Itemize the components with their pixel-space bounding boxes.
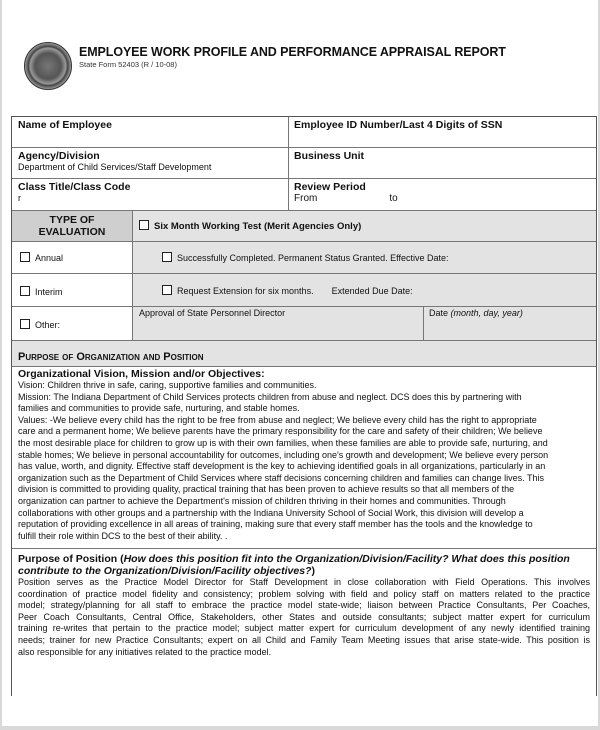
- organizational-vision-field[interactable]: [12, 367, 596, 549]
- text-line: organization such as the Department of Child Services where staff decisions concerning children and families can change lives. This: [18, 472, 544, 483]
- business-unit-label: Business Unit: [294, 150, 365, 162]
- class-title-value: r: [18, 193, 21, 203]
- class-title-label: Class Title/Class Code: [18, 181, 131, 193]
- state-seal-logo: [24, 42, 72, 90]
- interim-label: Interim: [35, 287, 63, 297]
- text-line: fulfill their role within DCS to the best of their ability. .: [18, 530, 228, 541]
- text-line: has value, worth, and dignity. Effective staff development is the key to achieving identified goals in all organizations, particularly in an: [18, 461, 546, 472]
- agency-label: Agency/Division: [18, 150, 100, 162]
- review-to-label: to: [389, 193, 398, 204]
- type-of-evaluation-header: [12, 211, 133, 242]
- annual-checkbox[interactable]: [20, 252, 30, 262]
- position-heading-end: ): [311, 565, 315, 577]
- date-hint: (month, day, year): [450, 308, 523, 318]
- evaluation-label: EVALUATION: [38, 226, 106, 238]
- purpose-section-header: [12, 341, 596, 367]
- six-month-working-test-option[interactable]: [133, 211, 596, 242]
- text-line: also responsible for any initiatives related to the practice model.: [18, 646, 272, 657]
- employee-id-label: Employee ID Number/Last 4 Digits of SSN: [294, 119, 503, 131]
- text-line: reputation of providing excellence in all areas of training, making sure that every staff member has the tools and the knowledge to: [18, 519, 533, 530]
- employee-id-field[interactable]: [289, 117, 596, 148]
- text-line: model; strategy/planning for all staff to embrace the practice model state-wide; liaison between Practice Consultants, Per Coaches,: [18, 600, 590, 611]
- text-line: Mission: The Indiana Department of Child Services protects children from abuse and neglect. DCS does this by partnering with: [18, 391, 522, 402]
- completed-label: Successfully Completed. Permanent Status Granted. Effective Date:: [177, 253, 449, 263]
- form-number: State Form 52403 (R / 10-08): [79, 60, 177, 69]
- agency-division-field[interactable]: [12, 148, 289, 179]
- text-line: collaborations with other groups and a partnership with the Indiana University School of Social Work, this division will develop a: [18, 507, 524, 518]
- review-from-label: From: [294, 193, 318, 204]
- name-of-employee-field[interactable]: [12, 117, 289, 148]
- extension-checkbox[interactable]: [162, 285, 172, 295]
- annual-label: Annual: [35, 253, 64, 263]
- business-unit-field[interactable]: [289, 148, 596, 179]
- agency-value: Department of Child Services/Staff Development: [18, 162, 212, 172]
- text-line: needs; trainer for new Practice Consultants; expert on all Child and Family Team Meeting issues that arise state-wide. This position is: [18, 634, 590, 645]
- employee-info-table: [11, 116, 597, 696]
- review-period-label: Review Period: [294, 181, 366, 193]
- other-checkbox[interactable]: [20, 319, 30, 329]
- approval-label: Approval of State Personnel Director: [139, 308, 286, 318]
- completed-checkbox[interactable]: [162, 252, 172, 262]
- review-period-field[interactable]: [289, 179, 596, 211]
- text-line: Position serves as the Practice Model Director for Staff Development in close collaboration with Field Operations. This involves: [18, 577, 590, 587]
- successfully-completed-option[interactable]: [133, 242, 596, 274]
- text-line: division is committed to providing quality, practical training that has been proven to achieve results so that all members of the: [18, 484, 515, 495]
- position-heading-label: Purpose of Position (: [18, 553, 124, 565]
- annual-option[interactable]: [12, 242, 133, 274]
- purpose-of-position-field[interactable]: [12, 549, 596, 696]
- position-heading: [18, 553, 590, 577]
- extension-label: Request Extension for six months.: [177, 286, 314, 296]
- request-extension-option[interactable]: [133, 274, 596, 307]
- text-line: Peer Coach Consultants, Central Office, Stakeholders, other States and outside consultants; subject matter expert for curriculum: [18, 611, 590, 622]
- org-vision-text: [18, 380, 590, 542]
- form-page: [2, 0, 598, 726]
- purpose-section-title: Purpose of Organization and Position: [18, 351, 204, 363]
- text-line: training re-writes that pertain to the practice model; subject matter expert for curriculum development of any newly identified training: [18, 623, 590, 634]
- interim-checkbox[interactable]: [20, 286, 30, 296]
- approval-field[interactable]: [133, 307, 424, 341]
- text-line: Values: -We believe every child has the right to be free from abuse and neglect; We believe every child has the right to appropriate: [18, 414, 537, 425]
- six-month-checkbox[interactable]: [139, 220, 149, 230]
- other-label: Other:: [35, 320, 61, 330]
- six-month-label: Six Month Working Test (Merit Agencies Only): [154, 221, 362, 232]
- org-vision-heading: Organizational Vision, Mission and/or Objectives:: [18, 368, 265, 380]
- text-line: organization can partner to achieve the Department's mission of children thriving in their homes and communities. Through: [18, 495, 506, 506]
- approval-date-field[interactable]: [424, 307, 596, 341]
- text-line: families and communities to provide safe, nurturing, and stable homes.: [18, 403, 300, 414]
- date-label: Date: [429, 308, 449, 318]
- text-line: Vision: Children thrive in safe, caring, supportive families and communities.: [18, 380, 317, 390]
- other-option[interactable]: [12, 307, 133, 341]
- text-line: care and a permanent home; We believe parents have the primary responsibility for the care and safety of their children; We believe: [18, 426, 543, 437]
- type-of-label: TYPE OF: [49, 214, 95, 226]
- form-title: EMPLOYEE WORK PROFILE AND PERFORMANCE APPRAISAL REPORT: [79, 45, 506, 59]
- position-question: How does this position fit into the Organization/Division/Facility? What does this position contribute to the Organization/Division/Facility objectives?: [18, 553, 570, 577]
- class-title-field[interactable]: [12, 179, 289, 211]
- text-line: the most desirable place for children to grow up is with their own families, when these families are able to provide safe, nurturing, and: [18, 437, 548, 448]
- extended-due-date-label: Extended Due Date:: [331, 286, 413, 296]
- name-label: Name of Employee: [18, 119, 112, 131]
- position-text: [18, 577, 590, 658]
- interim-option[interactable]: [12, 274, 133, 307]
- text-line: stable homes; We believe in personal accountability for outcomes, including one's growth and development; We believe every person: [18, 449, 549, 460]
- text-line: coordination of practice model fidelity and consistency; problem solving with field and policy staff on matters related to the practice: [18, 588, 590, 599]
